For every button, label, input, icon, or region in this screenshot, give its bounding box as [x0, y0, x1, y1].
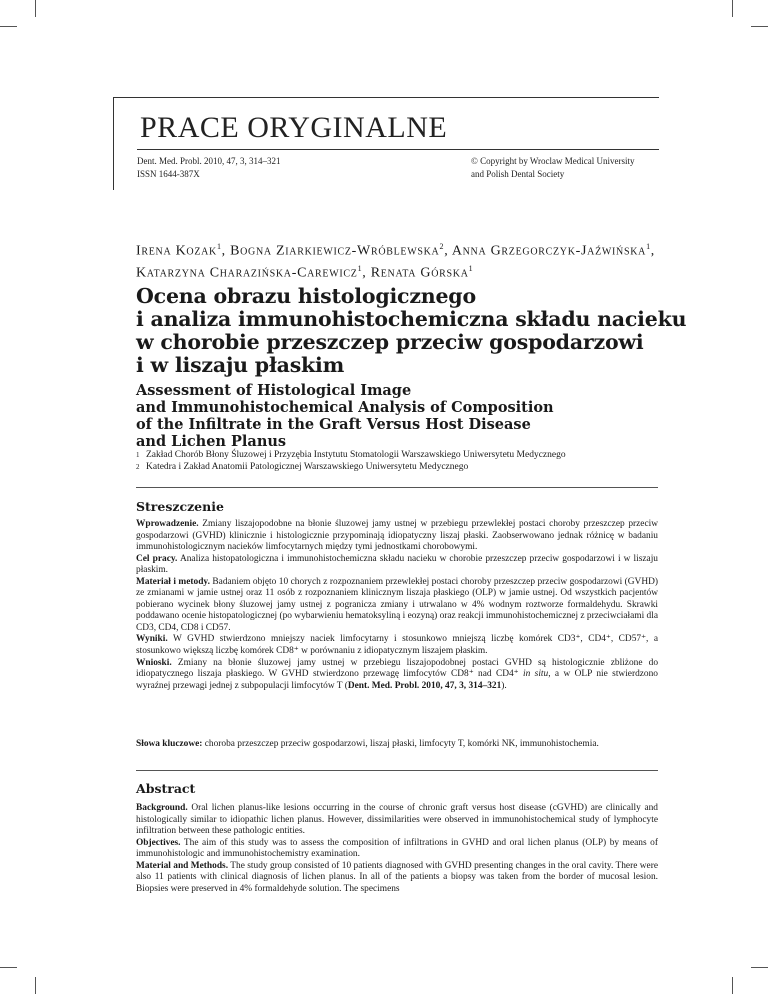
title-line: and Lichen Planus: [136, 433, 287, 450]
crop-mark: [0, 26, 17, 27]
paragraph-text: The aim of this study was to assess the composition of infiltrations in GVHD and oral lichen planus (OLP) by means of immunohistologic and immunohistochemistry examination.: [136, 837, 658, 860]
keywords-label: Słowa kluczowe:: [136, 739, 203, 749]
title-line: i w liszaju płaskim: [136, 353, 345, 377]
author-affiliation-mark: 2: [439, 242, 445, 251]
copyright-line: © Copyright by Wroclaw Medical University: [471, 156, 635, 166]
affiliation-text: Zakład Chorób Błony Śluzowej i Przyzębia Instytutu Stomatologii Warszawskiego Uniwersytetu Medycznego: [146, 450, 566, 460]
streszczenie-heading: Streszczenie: [136, 499, 224, 514]
author-affiliation-mark: 1: [468, 263, 474, 273]
paragraph-text: Zmiany liszajopodobne na błonie śluzowej jamy ustnej w przebiegu przewlekłej postaci choroby przeszczep przeciw gospodarzowi (GVHD) klinicznie i histologicznie przypominają idiopatyczny liszaj płaski. Zaobserwowano jednak różnicę w badaniu immunohistologicznym nacieków limfocytarnych między tymi jednostkami chorobowymi.: [136, 519, 659, 553]
abstract-paragraph: [136, 658, 658, 693]
author-list: Irena Kozak$^1$, Bogna Ziarkiewicz-Wróblewska$^2$, Anna Grzegorczyk-Jaźwińska$^1$, Katarzyna Charazińska-Carewicz$^1$, Renata Górska$^1$: [136, 242, 655, 281]
italic-term: in situ: [523, 669, 549, 680]
affiliations: [136, 449, 566, 473]
article-title-polish: [136, 285, 686, 377]
section-divider: [136, 770, 658, 771]
affiliation-number: 1: [136, 451, 140, 459]
author-affiliation-mark: 1: [646, 242, 651, 251]
author-affiliation-mark: 1: [357, 263, 363, 273]
paragraph-text: Badaniem objęto 10 chorych z rozpoznaniem przewlekłej postaci choroby przeszczep przeciw gospodarzowi (GVHD) ze zmianami w jamie ustnej oraz 11 osób z rozpoznaniem klinicznym liszaja płaskiego (OLP) w jamie ustnej. Od wszystkich pacjentów pobierano wycinek błony śluzowej jamy ustnej z pogranicza zmiany i utrwalano w 4% wodnym roztworze formaldehydu. Skrawki poddawano ocenie histopatologicznej (po wybarwieniu hematoksyliną i eozyną) oraz reakcji immunohistochemicznej z przeciwciałami dla CD3, CD4, CD8 i CD57.: [136, 576, 658, 633]
header-rule: [137, 149, 659, 150]
abstract-paragraph: [136, 519, 658, 554]
section-title: PRACE ORYGINALNE: [140, 111, 448, 144]
paragraph-text: Zmiany na błonie śluzowej jamy ustnej w przebiegu liszajopodobnej postaci GVHD są histologicznie zbliżone do idiopatycznego liszaja płaskiego. W GVHD stwierdzono przewagę limfocytów CD8⁺ nad CD4⁺: [136, 657, 659, 680]
title-line: of the Infiltrate in the Graft Versus Host Disease: [136, 416, 531, 433]
citation-reference: Dent. Med. Probl. 2010, 47, 3, 314–321: [347, 680, 502, 691]
citation: [137, 155, 281, 180]
copyright-line: and Polish Dental Society: [471, 168, 565, 179]
affiliation-text: Katedra i Zakład Anatomii Patologicznej Warszawskiego Uniwersytetu Medycznego: [146, 462, 469, 472]
streszczenie-body: [136, 519, 658, 692]
abstract-paragraph: [136, 634, 658, 657]
keywords: [136, 739, 658, 751]
title-line: w chorobie przeszczep przeciw gospodarzowi: [136, 330, 644, 354]
title-line: Ocena obrazu histologicznego: [136, 284, 476, 308]
citation-line: Dent. Med. Probl. 2010, 47, 3, 314–321: [137, 156, 281, 166]
title-line: i analiza immunohistochemiczna składu nacieku: [136, 307, 687, 331]
crop-mark: [732, 0, 733, 17]
author-name: Bogna Ziarkiewicz-Wróblewska: [230, 243, 440, 259]
abstract-paragraph: [136, 577, 658, 635]
title-line: and Immunohistochemical Analysis of Composition: [136, 399, 554, 416]
copyright: [471, 155, 635, 180]
abstract-heading: Abstract: [136, 781, 196, 796]
crop-mark: [732, 977, 733, 994]
issn: ISSN 1644-387X: [137, 168, 200, 179]
paragraph-label: Material and Methods.: [136, 860, 229, 871]
abstract-paragraph: [136, 554, 658, 577]
abstract-paragraph: [136, 838, 658, 861]
abstract-paragraph: [136, 803, 658, 838]
title-line: Assessment of Histological Image: [136, 382, 412, 399]
crop-mark: [35, 0, 36, 17]
paragraph-text: ).: [501, 680, 507, 691]
crop-mark: [751, 26, 768, 27]
crop-mark: [0, 967, 17, 968]
abstract-body: [136, 803, 658, 895]
paragraph-label: Wnioski.: [136, 657, 172, 668]
author-name: Katarzyna Charazińska-Carewicz: [136, 265, 358, 281]
paragraph-label: Wyniki.: [136, 634, 168, 645]
paragraph-text: Analiza histopatologiczna i immunohistochemiczna składu nacieku w chorobie przeszczep przeciw gospodarzowi i w liszaju płaskim.: [136, 553, 658, 576]
abstract-paragraph: [136, 861, 658, 896]
affiliation-item: [136, 461, 566, 473]
author-name: Renata Górska: [370, 265, 469, 281]
author-affiliation-mark: 1: [216, 242, 222, 251]
paragraph-label: Cel pracy.: [136, 553, 178, 564]
affiliation-number: 2: [136, 463, 140, 471]
paragraph-text: W GVHD stwierdzono mniejszy naciek limfocytarny i stosunkowo mniejszą liczbę komórek CD3⁺, CD4⁺, CD57⁺, a stosunkowo większą liczbę komórek CD8⁺ w porównaniu z idiopatycznym liszajem płaskim.: [136, 634, 658, 657]
paragraph-label: Materiał i metody.: [136, 576, 210, 587]
paragraph-label: Wprowadzenie.: [136, 519, 199, 529]
paragraph-text: Oral lichen planus-like lesions occurring in the course of chronic graft versus host disease (cGVHD) are clinically and histologically similar to idiopathic lichen planus. However, dissimilarities were observed in immunohistochemical study of lymphocyte infiltration between these pathologic entities.: [136, 803, 658, 837]
keywords-text: choroba przeszczep przeciw gospodarzowi, liszaj płaski, limfocyty T, komórki NK, immunohistochemia.: [204, 739, 599, 749]
journal-header: [113, 97, 659, 190]
author-name: Anna Grzegorczyk-Jaźwińska: [451, 243, 647, 259]
author-name: Irena Kozak: [136, 243, 217, 259]
affiliation-item: [136, 449, 566, 461]
paragraph-text: The study group consisted of 10 patients diagnosed with GVHD presenting changes in the oral cavity. There were also 11 patients with clinical diagnosis of lichen planus. In all of the patients a biopsy was taken from the border of mucosal lesion. Biopsies were preserved in 4% formaldehyde solution. The specimens: [136, 860, 658, 894]
crop-mark: [751, 967, 768, 968]
crop-mark: [35, 977, 36, 994]
paragraph-text: , a w OLP nie stwierdzono wyraźnej przewagi jednej z subpopulacji limfocytów T (: [136, 669, 658, 691]
paragraph-label: Background.: [136, 803, 188, 813]
section-divider: [136, 487, 658, 488]
paragraph-label: Objectives.: [136, 837, 181, 848]
article-title-english: [136, 382, 554, 450]
